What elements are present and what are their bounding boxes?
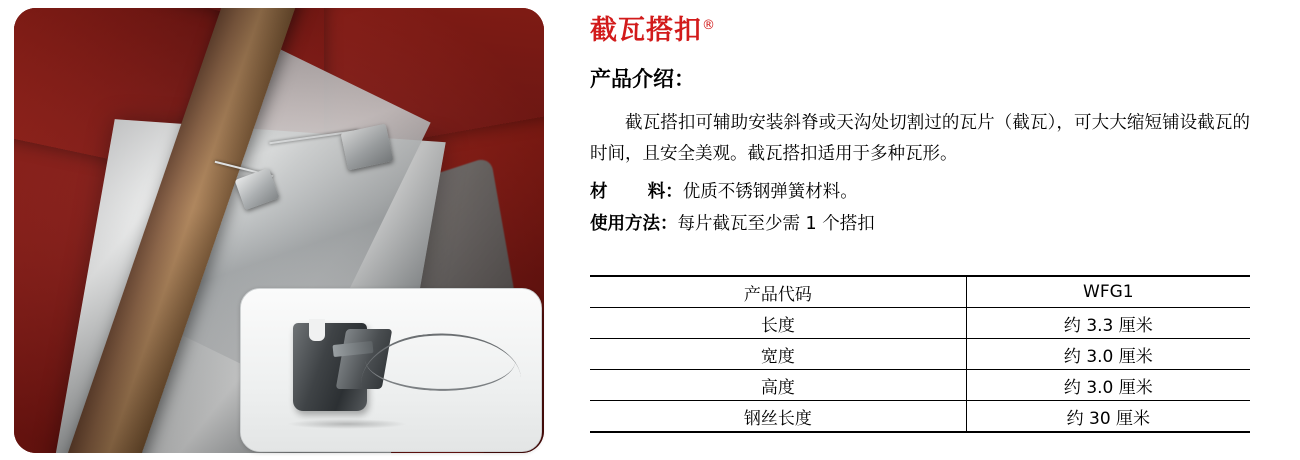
spec-key: 长度 [590,308,966,339]
product-shadow [287,419,407,429]
product-title [590,8,716,47]
specification-table [590,275,1250,433]
usage-line [590,210,875,235]
clip-notch-shape [309,319,325,341]
product-info-column [590,0,1290,460]
material-value: 优质不锈钢弹簧材料。 [682,182,858,202]
spec-key: 产品代码 [590,277,966,308]
table-row [590,277,1250,308]
spec-key: 高度 [590,370,966,401]
usage-label: 使用方法： [590,214,678,234]
material-label: 材 [590,182,608,202]
spec-key: 宽度 [590,339,966,370]
usage-value: 每片截瓦至少需 1 个搭扣 [677,214,875,234]
spec-key: 钢丝长度 [590,401,966,432]
spec-value: WFG1 [966,277,1250,308]
material-line [590,178,858,203]
material-label-suffix: 料： [647,182,683,202]
product-title-text: 截瓦搭扣 [590,15,702,46]
spec-value: 约 30 厘米 [1066,408,1151,429]
inset-product-photo [240,288,542,452]
table-row [590,401,1250,432]
spec-value: 约 3.0 厘米 [966,339,1250,370]
product-description: 截瓦搭扣可辅助安装斜脊或天沟处切割过的瓦片（截瓦），可大大缩短铺设截瓦的时间，且安全美观。截瓦搭扣适用于多种瓦形。 [590,113,1250,164]
spec-value: 约 3.3 厘米 [966,308,1250,339]
section-heading: 产品介绍： [590,67,695,91]
spec-value: 约 3.0 厘米 [966,370,1250,401]
table-row [590,339,1250,370]
table-row [590,308,1250,339]
registered-trademark-icon: ® [702,18,716,33]
table-row [590,370,1250,401]
